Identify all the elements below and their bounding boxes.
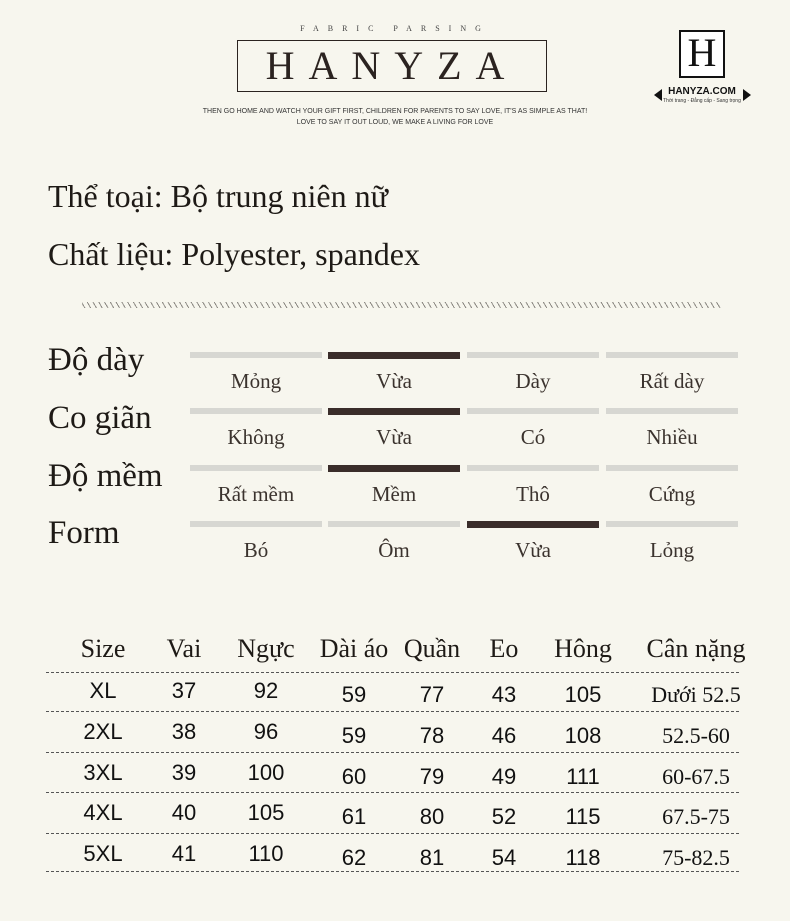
table-cell: 77	[419, 682, 445, 707]
table-cell: 46	[491, 723, 517, 748]
option-bar-selected	[328, 352, 460, 359]
option-label: Nhiều	[646, 425, 698, 449]
option-bar	[606, 465, 738, 471]
option-label: Dày	[515, 369, 551, 393]
option-bar-selected	[467, 521, 599, 528]
table-rule	[46, 833, 739, 834]
table-cell: 49	[491, 764, 517, 789]
table-cell: 61	[341, 804, 367, 829]
table-header-cell: Quần	[403, 634, 461, 663]
logo-letter: H	[687, 30, 717, 75]
logo-site: HANYZA.COM	[668, 86, 736, 97]
option-bar	[190, 465, 322, 471]
table-cell: 79	[419, 764, 445, 789]
option-bar-selected	[328, 465, 460, 472]
table-rule	[46, 871, 739, 872]
option-bar	[328, 521, 460, 527]
table-header-cell: Vai	[166, 634, 202, 663]
option-label: Có	[520, 425, 546, 449]
table-cell: 38	[171, 719, 197, 744]
brand-tagline: FABRIC PARSING	[300, 24, 490, 33]
option-label: Ôm	[378, 538, 410, 562]
table-cell: 59	[341, 723, 367, 748]
option-label: Bó	[243, 538, 269, 562]
table-cell: 105	[247, 800, 285, 825]
attribute-label: Độ mềm	[48, 458, 163, 494]
option-label: Mềm	[371, 482, 417, 506]
table-cell: 75-82.5	[662, 845, 730, 870]
option-bar	[190, 352, 322, 358]
table-cell: 5XL	[83, 841, 123, 866]
option-label: Vừa	[376, 369, 412, 393]
option-bar	[190, 408, 322, 414]
table-cell: 60-67.5	[662, 764, 730, 789]
option-label: Rất mềm	[217, 482, 295, 506]
table-cell: 100	[247, 760, 285, 785]
table-cell: 37	[171, 678, 197, 703]
table-cell: 4XL	[83, 800, 123, 825]
option-label: Thô	[516, 482, 550, 506]
option-bar	[467, 408, 599, 414]
option-bar	[467, 465, 599, 471]
table-cell: 40	[171, 800, 197, 825]
table-cell: 3XL	[83, 760, 123, 785]
table-cell: 108	[564, 723, 602, 748]
table-cell: 41	[171, 841, 197, 866]
attribute-label: Co giãn	[48, 400, 152, 436]
table-header-cell: Size	[80, 634, 126, 663]
table-header-cell: Ngực	[237, 634, 295, 663]
product-category: Thể toại: Bộ trung niên nữ	[48, 178, 388, 214]
divider	[82, 302, 722, 308]
table-cell: Dưới 52.5	[651, 682, 741, 707]
table-header-cell: Cân nặng	[646, 634, 746, 663]
table-cell: 39	[171, 760, 197, 785]
table-cell: XL	[89, 678, 117, 703]
table-header-cell: Dài áo	[319, 634, 389, 663]
table-cell: 60	[341, 764, 367, 789]
option-bar-selected	[328, 408, 460, 415]
option-label: Lỏng	[649, 538, 695, 562]
table-rule	[46, 792, 739, 793]
table-cell: 43	[491, 682, 517, 707]
table-header-cell: Hông	[554, 634, 612, 663]
table-rule	[46, 752, 739, 753]
table-cell: 110	[248, 841, 284, 866]
attribute-label: Độ dày	[48, 342, 145, 378]
option-label: Không	[227, 425, 285, 449]
table-rule	[46, 711, 739, 712]
option-label: Vừa	[515, 538, 551, 562]
table-cell: 52	[491, 804, 517, 829]
table-cell: 115	[565, 804, 601, 829]
table-cell: 59	[341, 682, 367, 707]
option-label: Vừa	[376, 425, 412, 449]
table-cell: 78	[419, 723, 445, 748]
option-bar	[606, 408, 738, 414]
option-bar	[467, 352, 599, 358]
table-cell: 80	[419, 804, 445, 829]
table-header-cell: Eo	[489, 634, 519, 663]
option-label: Rất dày	[639, 369, 705, 393]
option-bar	[606, 521, 738, 527]
option-bar	[190, 521, 322, 527]
table-cell: 67.5-75	[662, 804, 730, 829]
logo-subtitle: Thời trang - Đẳng cấp - Sang trọng	[663, 98, 741, 104]
table-cell: 96	[253, 719, 279, 744]
table-cell: 62	[341, 845, 367, 870]
table-cell: 54	[491, 845, 517, 870]
option-label: Cứng	[648, 482, 696, 506]
table-cell: 105	[564, 682, 602, 707]
table-cell: 81	[419, 845, 445, 870]
slogan-line-1: THEN GO HOME AND WATCH YOUR GIFT FIRST, CHILDREN FOR PARENTS TO SAY LOVE, IT'S AS SIMPLE AS THAT!	[202, 108, 588, 115]
table-rule	[46, 672, 739, 673]
brand-slogan	[150, 106, 640, 128]
table-cell: 52.5-60	[662, 723, 730, 748]
table-cell: 2XL	[83, 719, 123, 744]
table-cell: 118	[565, 845, 601, 870]
attribute-label: Form	[48, 515, 120, 551]
option-bar	[606, 352, 738, 358]
slogan-line-2: LOVE TO SAY IT OUT LOUD, WE MAKE A LIVING FOR LOVE	[296, 119, 494, 126]
product-material: Chất liệu: Polyester, spandex	[48, 236, 420, 272]
table-cell: 92	[253, 678, 279, 703]
table-cell: 111	[566, 764, 600, 789]
brand-name: HANYZA	[265, 43, 519, 88]
option-label: Mỏng	[230, 369, 282, 393]
